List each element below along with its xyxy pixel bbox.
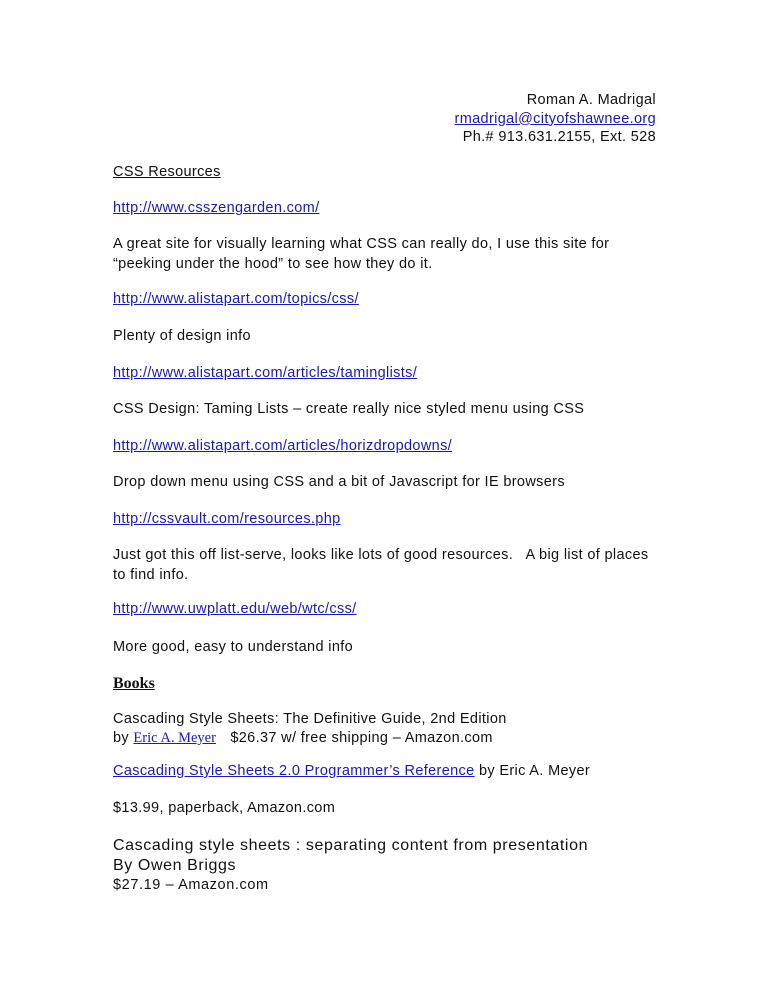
resource-description-taminglists: CSS Design: Taming Lists – create really nice styled menu using CSS xyxy=(113,401,585,417)
phone-number: Ph.# 913.631.2155, Ext. 528 xyxy=(462,129,656,145)
book3-author: By Owen Briggs xyxy=(113,857,237,874)
book1-author-link[interactable]: Eric A. Meyer xyxy=(133,730,216,746)
resource-description-cssvault: Just got this off list-serve, looks like lots of good resources. A big list of places to find info. xyxy=(113,547,653,583)
resource-link-uwplatt[interactable]: http://www.uwplatt.edu/web/wtc/css/ xyxy=(113,601,357,617)
book1-title: Cascading Style Sheets: The Definitive Guide, 2nd Edition xyxy=(113,711,507,727)
book3-price: $27.19 – Amazon.com xyxy=(113,877,269,893)
resource-link-horizdropdowns[interactable]: http://www.alistapart.com/articles/horizdropdowns/ xyxy=(113,438,453,454)
book1-price: $26.37 w/ free shipping – Amazon.com xyxy=(230,730,493,746)
resource-link-csszengarden[interactable]: http://www.csszengarden.com/ xyxy=(113,200,320,216)
book3-title: Cascading style sheets : separating content from presentation xyxy=(113,837,589,854)
resource-description-horizdropdowns: Drop down menu using CSS and a bit of Javascript for IE browsers xyxy=(113,474,565,490)
email-link[interactable]: rmadrigal@cityofshawnee.org xyxy=(454,110,656,127)
resource-link-alistapart-css[interactable]: http://www.alistapart.com/topics/css/ xyxy=(113,291,359,307)
book2-title-line xyxy=(113,762,658,782)
resource-description-alistapart-css: Plenty of design info xyxy=(113,328,251,344)
books-heading: Books xyxy=(113,675,155,692)
resource-description-csszengarden: A great site for visually learning what CSS can really do, I use this site for “peeking under the hood” to see how they do it. xyxy=(113,236,610,272)
resource-link-taminglists[interactable]: http://www.alistapart.com/articles/taminglists/ xyxy=(113,365,418,381)
book2-price: $13.99, paperback, Amazon.com xyxy=(113,800,336,816)
book2-title-link[interactable]: Cascading Style Sheets 2.0 Programmer’s Reference xyxy=(113,763,475,779)
book2-author: by Eric A. Meyer xyxy=(478,763,591,779)
document-page xyxy=(113,0,658,994)
book1-by: by xyxy=(113,730,130,746)
author-name: Roman A. Madrigal xyxy=(526,92,656,108)
css-resources-heading: CSS Resources xyxy=(113,164,221,180)
book1-details xyxy=(113,729,658,749)
resource-description-uwplatt: More good, easy to understand info xyxy=(113,639,354,655)
resource-link-cssvault[interactable]: http://cssvault.com/resources.php xyxy=(113,511,341,527)
contact-header xyxy=(455,91,656,147)
